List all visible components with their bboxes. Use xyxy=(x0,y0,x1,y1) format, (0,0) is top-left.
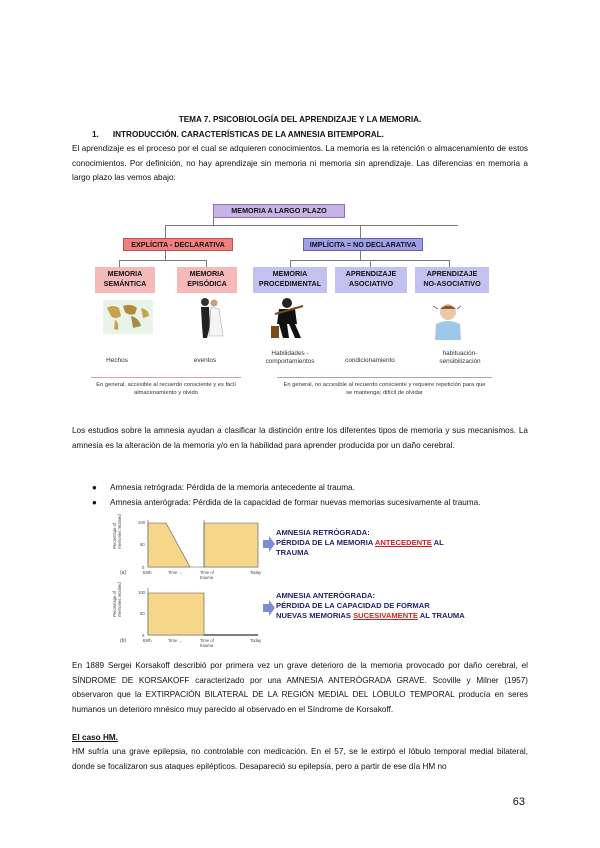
retrograde-title: AMNESIA RETRÓGRADA: xyxy=(276,528,370,537)
graph-a-xtick-birth: Birth xyxy=(143,570,152,575)
implicit-nondeclarative-box: IMPLÍCITA = NO DECLARATIVA xyxy=(303,238,423,251)
dancing-couple-icon xyxy=(193,296,227,340)
arrow-right-icon xyxy=(263,536,275,552)
page-number: 63 xyxy=(512,796,525,808)
anterograde-description: AMNESIA ANTERÓGRADA: PÉRDIDA DE LA CAPACIDAD DE FORMAR NUEVAS MEMORIAS SUCESIVAMENTE AL TRAUMA xyxy=(276,591,465,620)
caption-associative: condicionamiento xyxy=(345,357,395,364)
anterograde-graph xyxy=(112,582,263,648)
graph-a-ytick-50: 50 xyxy=(140,542,145,547)
associative-learning-box: APRENDIZAJE ASOCIATIVO xyxy=(335,267,407,293)
graph-a-label: (a) xyxy=(120,570,127,576)
retrograde-graph xyxy=(112,514,263,580)
korsakoff-paragraph: En 1889 Sergei Korsakoff describió por primera vez un grave deterioro de la memoria provocado por daño cerebral, el SÍNDROME DE KORSAKOFF caracterizado por una AMNESIA ANTERÓGRADA GRAVE. Scoville y Milner (1957) observaron que la EXTIRPACIÓN BILATERAL DE LA REGIÓN MEDIAL DEL LÓBULO TEMPORAL producía en seres humanos un deterioro mnésico muy parecido al observado en el Síndrome de Korsakoff. xyxy=(72,661,528,714)
graph-b-ytick-50: 50 xyxy=(140,611,145,616)
long-term-memory-box: MEMORIA A LARGO PLAZO xyxy=(213,204,345,218)
caption-procedural: Habilidades - comportamientos xyxy=(265,350,315,365)
graph-b-xtick-time: Time → xyxy=(168,638,183,643)
graph-b-ytick-100: 100 xyxy=(138,590,145,595)
graph-a-ytick-0: 0 xyxy=(142,565,145,570)
memory-diagram xyxy=(85,200,505,410)
caption-semantic: Hechos xyxy=(106,357,128,364)
graph-a-ytick-100: 100 xyxy=(138,520,145,525)
graph-a-ylabel: Percentage of memories retained xyxy=(112,514,122,549)
note-implicit: En general, no accesible al recuerdo consciente y requiere repetición para que se mantenga; difícil de olvidar xyxy=(277,377,492,409)
nonassociative-learning-box: APRENDIZAJE NO-ASOCIATIVO xyxy=(415,267,489,293)
graph-b-ylabel: Percentage of memories retained xyxy=(112,582,122,617)
person-reaction-icon xyxy=(431,300,465,340)
graph-a-xtick-trauma: Time of trauma xyxy=(200,570,214,580)
anterograde-title: AMNESIA ANTERÓGRADA: xyxy=(276,591,375,600)
episodic-memory-box: MEMORIA EPISÓDICA xyxy=(177,267,237,293)
amnesia-paragraph: Los estudios sobre la amnesia ayudan a clasificar la distinción entre los diferentes tipos de memoria y sus mecanismos. La amnesia es la alteración de la memoria y/o en la habilidad para aprender producida por un daño cerebral. xyxy=(72,426,528,450)
graph-a-xtick-today: Today xyxy=(250,570,262,575)
bullet-retrograde: ● Amnesia retrógrada: Pérdida de la memoria antecedente al trauma. xyxy=(92,483,355,492)
graph-b-xtick-trauma: Time of trauma xyxy=(200,638,214,648)
graph-a-xtick-time: Time → xyxy=(168,570,183,575)
graph-b-ytick-0: 0 xyxy=(142,633,145,638)
retrograde-recovery-area xyxy=(204,523,258,567)
retrograde-area xyxy=(148,523,190,567)
anterograde-area xyxy=(148,593,204,635)
hm-paragraph: HM sufría una grave epilepsia, no controlable con medicación. En el 57, se le extirpó el lóbulo temporal medial bilateral, donde se focalizaron sus ataques epilépticos. Desapareció su epilepsia, pero a partir de ese día HM no xyxy=(72,747,528,771)
section-heading xyxy=(92,130,384,139)
page-title: TEMA 7. PSICOBIOLOGÍA DEL APRENDIZAJE Y LA MEMORIA. xyxy=(178,115,422,124)
section-number: 1. xyxy=(92,130,99,139)
note-explicit: En general, accesible al recuerdo consciente y es fácil almacenamiento y olvido xyxy=(91,377,241,409)
hm-heading: El caso HM. xyxy=(72,733,118,742)
section-title: INTRODUCCIÓN. CARACTERÍSTICAS DE LA AMNESIA BITEMPORAL. xyxy=(112,130,384,139)
caption-nonassociative: habituación- sensibilización xyxy=(439,350,481,365)
graph-b-xtick-today: Today xyxy=(250,638,262,643)
arrow-right-icon xyxy=(263,600,275,616)
violinist-icon xyxy=(271,296,307,340)
explicit-declarative-box: EXPLÍCITA - DECLARATIVA xyxy=(123,238,233,251)
caption-episodic: eventos xyxy=(193,357,217,364)
graph-b-xtick-birth: Birth xyxy=(143,638,152,643)
retrograde-description: AMNESIA RETRÓGRADA: PÉRDIDA DE LA MEMORIA ANTECEDENTE AL TRAUMA xyxy=(276,528,444,557)
graph-b-label: (b) xyxy=(120,638,127,644)
procedural-memory-box: MEMORIA PROCEDIMENTAL xyxy=(253,267,327,293)
bullet-anterograde: ● Amnesia anterógrada: Pérdida de la capacidad de formar nuevas memorias sucesivamente al trauma. xyxy=(92,498,481,507)
intro-paragraph: El aprendizaje es el proceso por el cual se adquieren conocimientos. La memoria es la retención o almacenamiento de estos conocimientos. Por definición, no hay aprendizaje sin memoria ni memoria sin aprendizaje. Las diferencias en memoria a largo plazo las vemos abajo: xyxy=(72,144,528,182)
world-map-icon xyxy=(103,300,153,334)
semantic-memory-box: MEMORIA SEMÁNTICA xyxy=(95,267,155,293)
